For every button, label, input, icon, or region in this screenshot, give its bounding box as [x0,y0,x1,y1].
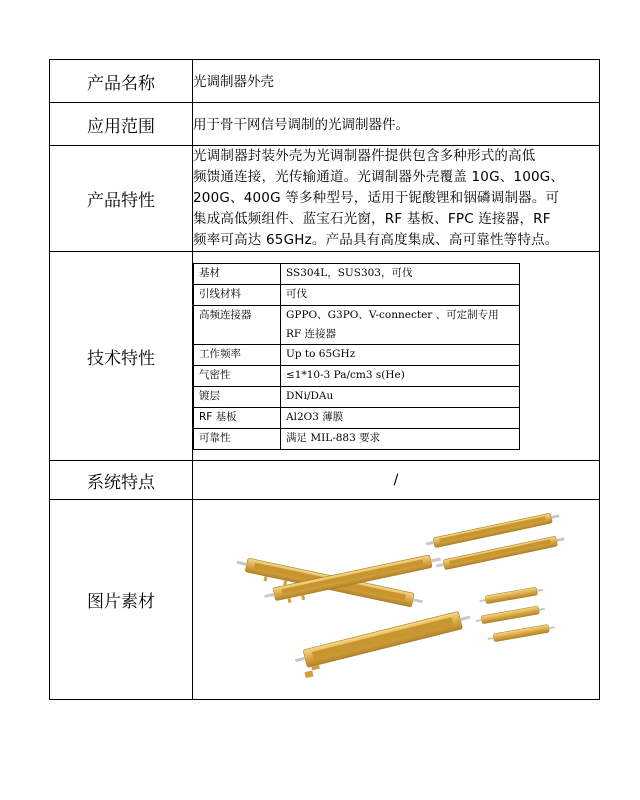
features-line: 200G、400G 等多种型号，适用于铌酸锂和铟磷调制器。可 [193,190,560,206]
spec-value: SS304L，SUS303，可伐 [281,263,520,284]
housing-bottom [293,609,474,680]
label-picture: 图片素材 [50,500,193,700]
housing-mini-1 [479,586,543,605]
picture-cell [193,500,600,700]
product-photo [193,500,601,699]
spec-value: Up to 65GHz [281,344,520,365]
spec-row [194,407,520,428]
value-system: / [193,461,600,500]
spec-value: Al2O3 薄膜 [281,407,520,428]
row-application [50,103,600,146]
spec-table [193,263,520,450]
product-spec-table [49,59,600,700]
row-tech [50,252,600,461]
spec-row [194,284,520,305]
spec-row [194,428,520,449]
features-line: 频率可高达 65GHz。产品具有高度集成、高可靠性等特点。 [193,232,559,248]
spec-row [194,344,520,365]
spec-key: 高频连接器 [194,305,281,344]
spec-key: 可靠性 [194,428,281,449]
value-features [193,146,600,252]
row-product-name [50,60,600,103]
features-line: 频馈通连接，光传输通道。光调制器外壳覆盖 10G、100G、 [193,169,565,185]
spec-value: GPPO、G3PO、V-connecter 、可定制专用 RF 连接器 [281,305,520,344]
label-features: 产品特性 [50,146,193,252]
spec-key: 气密性 [194,365,281,386]
row-features [50,146,600,252]
label-system: 系统特点 [50,461,193,500]
row-picture [50,500,600,700]
spec-key: RF 基板 [194,407,281,428]
spec-row [194,263,520,284]
spec-key: 引线材料 [194,284,281,305]
label-application: 应用范围 [50,103,193,146]
housing-mini-2 [475,605,545,625]
spec-value: 可伐 [281,284,520,305]
row-system [50,461,600,500]
label-product-name: 产品名称 [50,60,193,103]
value-product-name: 光调制器外壳 [193,60,600,103]
value-tech [193,252,600,461]
value-application: 用于骨干网信号调制的光调制器件。 [193,103,600,146]
spec-key: 工作频率 [194,344,281,365]
label-tech: 技术特性 [50,252,193,461]
spec-value: ≤1*10-3 Pa/cm3 s(He) [281,365,520,386]
spec-value: 满足 MIL-883 要求 [281,428,520,449]
spec-row [194,305,520,344]
features-line: 集成高低频组件、蓝宝石光窗，RF 基板、FPC 连接器，RF [193,211,551,227]
spec-value: DNi/DAu [281,386,520,407]
spec-key: 镀层 [194,386,281,407]
spec-key: 基材 [194,263,281,284]
spec-row [194,365,520,386]
housing-mini-3 [487,623,555,643]
features-line: 光调制器封装外壳为光调制器件提供包含多种形式的高低 [193,148,536,164]
spec-row [194,386,520,407]
